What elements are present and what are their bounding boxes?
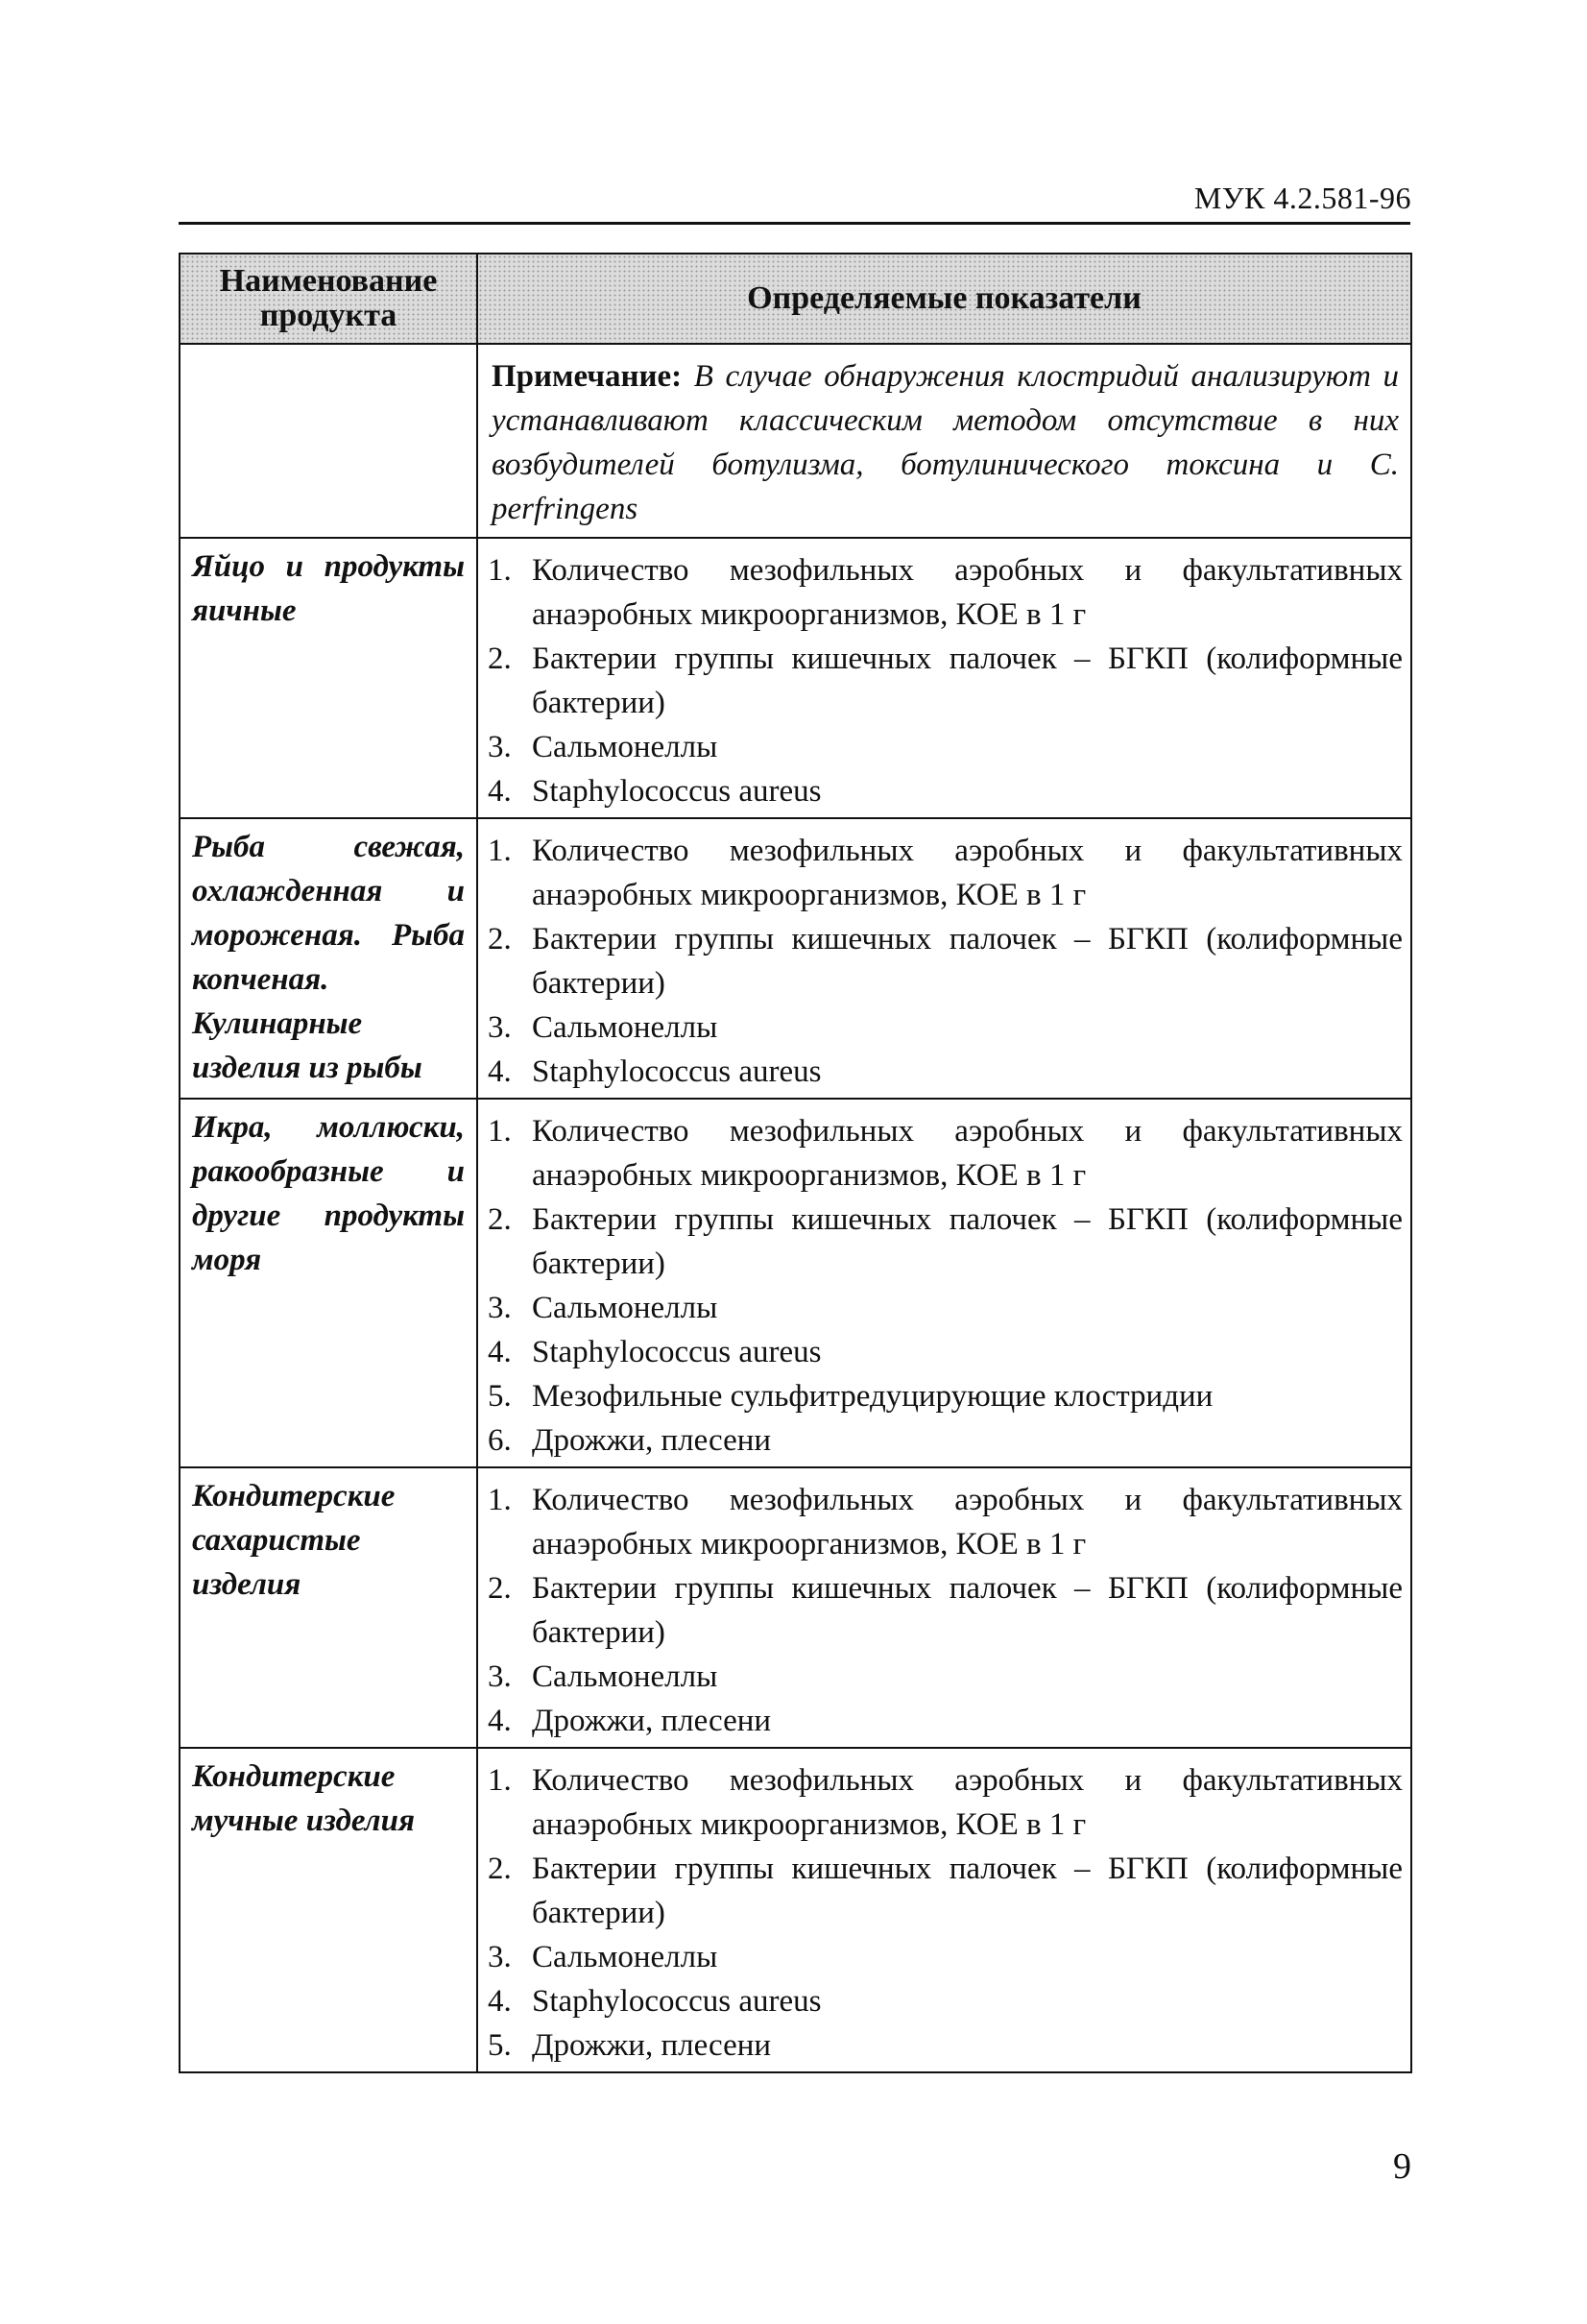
indicator-text: Сальмонеллы [532,730,718,764]
header-rule [179,222,1410,225]
document-code: МУК 4.2.581-96 [1193,181,1411,215]
column-header-indicators: Определяемые показатели [477,254,1411,344]
note-label: Примечание: [492,359,683,394]
indicator-text: Дрожжи, плесени [532,1704,772,1738]
product-name-cell: Кондитерские сахаристые изделия [180,1467,477,1748]
indicator-item [478,1109,1410,1198]
indicator-text: Сальмонеллы [532,1010,718,1045]
indicator-number: 3. [488,1940,512,1974]
indicator-text: Дрожжи, плесени [532,1423,772,1458]
indicators-cell [477,1099,1411,1467]
product-name-cell: Рыба свежая, охлажденная и мороженая. Рыба копченая. Кулинарные изделия из рыбы [180,818,477,1099]
indicator-number: 5. [488,1379,512,1414]
indicator-item [478,548,1410,637]
indicator-number: 1. [488,834,512,868]
table-row [180,1748,1411,2072]
table-row [180,1467,1411,1748]
indicator-number: 4. [488,1984,512,2019]
page-number: 9 [1393,2146,1411,2187]
indicator-number: 3. [488,730,512,764]
indicator-text: Бактерии группы кишечных палочек – БГКП (колиформные бактерии) [532,922,1403,1001]
indicator-item [478,637,1410,725]
indicator-number: 5. [488,2028,512,2063]
indicator-text: Количество мезофильных аэробных и факультативных анаэробных микроорганизмов, КОЕ в 1 г [532,1483,1403,1561]
indicator-number: 3. [488,1291,512,1325]
indicator-number: 1. [488,1114,512,1149]
indicator-number: 2. [488,1202,512,1237]
indicator-text: Бактерии группы кишечных палочек – БГКП (колиформные бактерии) [532,1202,1403,1281]
indicator-number: 4. [488,774,512,809]
indicator-text: Сальмонеллы [532,1659,718,1694]
indicator-number: 4. [488,1335,512,1369]
indicator-text: Staphylococcus aureus [532,1984,822,2019]
indicator-item [478,1847,1410,1935]
indicators-cell [477,818,1411,1099]
indicator-number: 1. [488,1483,512,1517]
indicator-item [478,1374,1410,1418]
indicator-item [478,1286,1410,1330]
indicator-item [478,1418,1410,1463]
indicator-text: Staphylococcus aureus [532,1335,822,1369]
indicator-number: 3. [488,1659,512,1694]
indicator-item [478,1050,1410,1094]
indicator-item [478,769,1410,813]
indicator-item [478,1330,1410,1374]
indicator-list [478,1468,1410,1747]
indicator-list [478,539,1410,817]
table-row [180,818,1411,1099]
indicator-item [478,1699,1410,1743]
indicators-cell [477,538,1411,818]
indicator-number: 1. [488,1763,512,1798]
product-name-cell: Кондитерские мучные изделия [180,1748,477,2072]
indicator-item [478,829,1410,917]
indicator-text: Количество мезофильных аэробных и факультативных анаэробных микроорганизмов, КОЕ в 1 г [532,1114,1403,1193]
column-header-product: Наименование продукта [180,254,477,344]
indicator-item [478,1005,1410,1050]
indicator-number: 2. [488,642,512,676]
note-cell [477,344,1411,538]
indicator-number: 2. [488,1852,512,1886]
indicator-text: Дрожжи, плесени [532,2028,772,2063]
indicator-number: 3. [488,1010,512,1045]
table-header-row [180,254,1411,344]
indicator-number: 1. [488,553,512,588]
indicator-item [478,1758,1410,1847]
indicator-text: Бактерии группы кишечных палочек – БГКП (колиформные бактерии) [532,1571,1403,1650]
indicator-item [478,1478,1410,1566]
indicators-table [179,253,1412,2073]
indicator-item [478,1979,1410,2023]
product-name-cell: Яйцо и продукты яичные [180,538,477,818]
note-text: В случае обнаружения клостридий анализируют и устанавливают классическим методом отсутствие в них возбудителей ботулизма, ботулинического токсина и C. perfringens [492,359,1400,526]
indicator-text: Staphylococcus aureus [532,774,822,809]
indicator-list [478,1749,1410,2071]
indicator-number: 2. [488,1571,512,1606]
note-empty-cell [180,344,477,538]
indicator-list [478,819,1410,1098]
indicator-number: 6. [488,1423,512,1458]
indicator-text: Количество мезофильных аэробных и факультативных анаэробных микроорганизмов, КОЕ в 1 г [532,834,1403,912]
table-row [180,1099,1411,1467]
indicator-item [478,1655,1410,1699]
note-row [180,344,1411,538]
indicators-cell [477,1467,1411,1748]
indicator-text: Staphylococcus aureus [532,1054,822,1089]
indicator-text: Количество мезофильных аэробных и факультативных анаэробных микроорганизмов, КОЕ в 1 г [532,553,1403,632]
indicator-item [478,1935,1410,1979]
indicator-text: Сальмонеллы [532,1291,718,1325]
indicator-item [478,1198,1410,1286]
indicators-cell [477,1748,1411,2072]
indicator-item [478,2023,1410,2068]
product-name-cell: Икра, моллюски, ракообразные и другие продукты моря [180,1099,477,1467]
indicator-item [478,725,1410,769]
indicator-text: Количество мезофильных аэробных и факультативных анаэробных микроорганизмов, КОЕ в 1 г [532,1763,1403,1842]
indicator-number: 2. [488,922,512,956]
indicator-item [478,1566,1410,1655]
indicator-list [478,1100,1410,1466]
indicator-number: 4. [488,1704,512,1738]
table-row [180,538,1411,818]
indicator-text: Сальмонеллы [532,1940,718,1974]
indicator-text: Бактерии группы кишечных палочек – БГКП (колиформные бактерии) [532,642,1403,720]
indicator-number: 4. [488,1054,512,1089]
indicator-item [478,917,1410,1005]
indicator-text: Бактерии группы кишечных палочек – БГКП (колиформные бактерии) [532,1852,1403,1930]
indicator-text: Мезофильные сульфитредуцирующие клостридии [532,1379,1214,1414]
